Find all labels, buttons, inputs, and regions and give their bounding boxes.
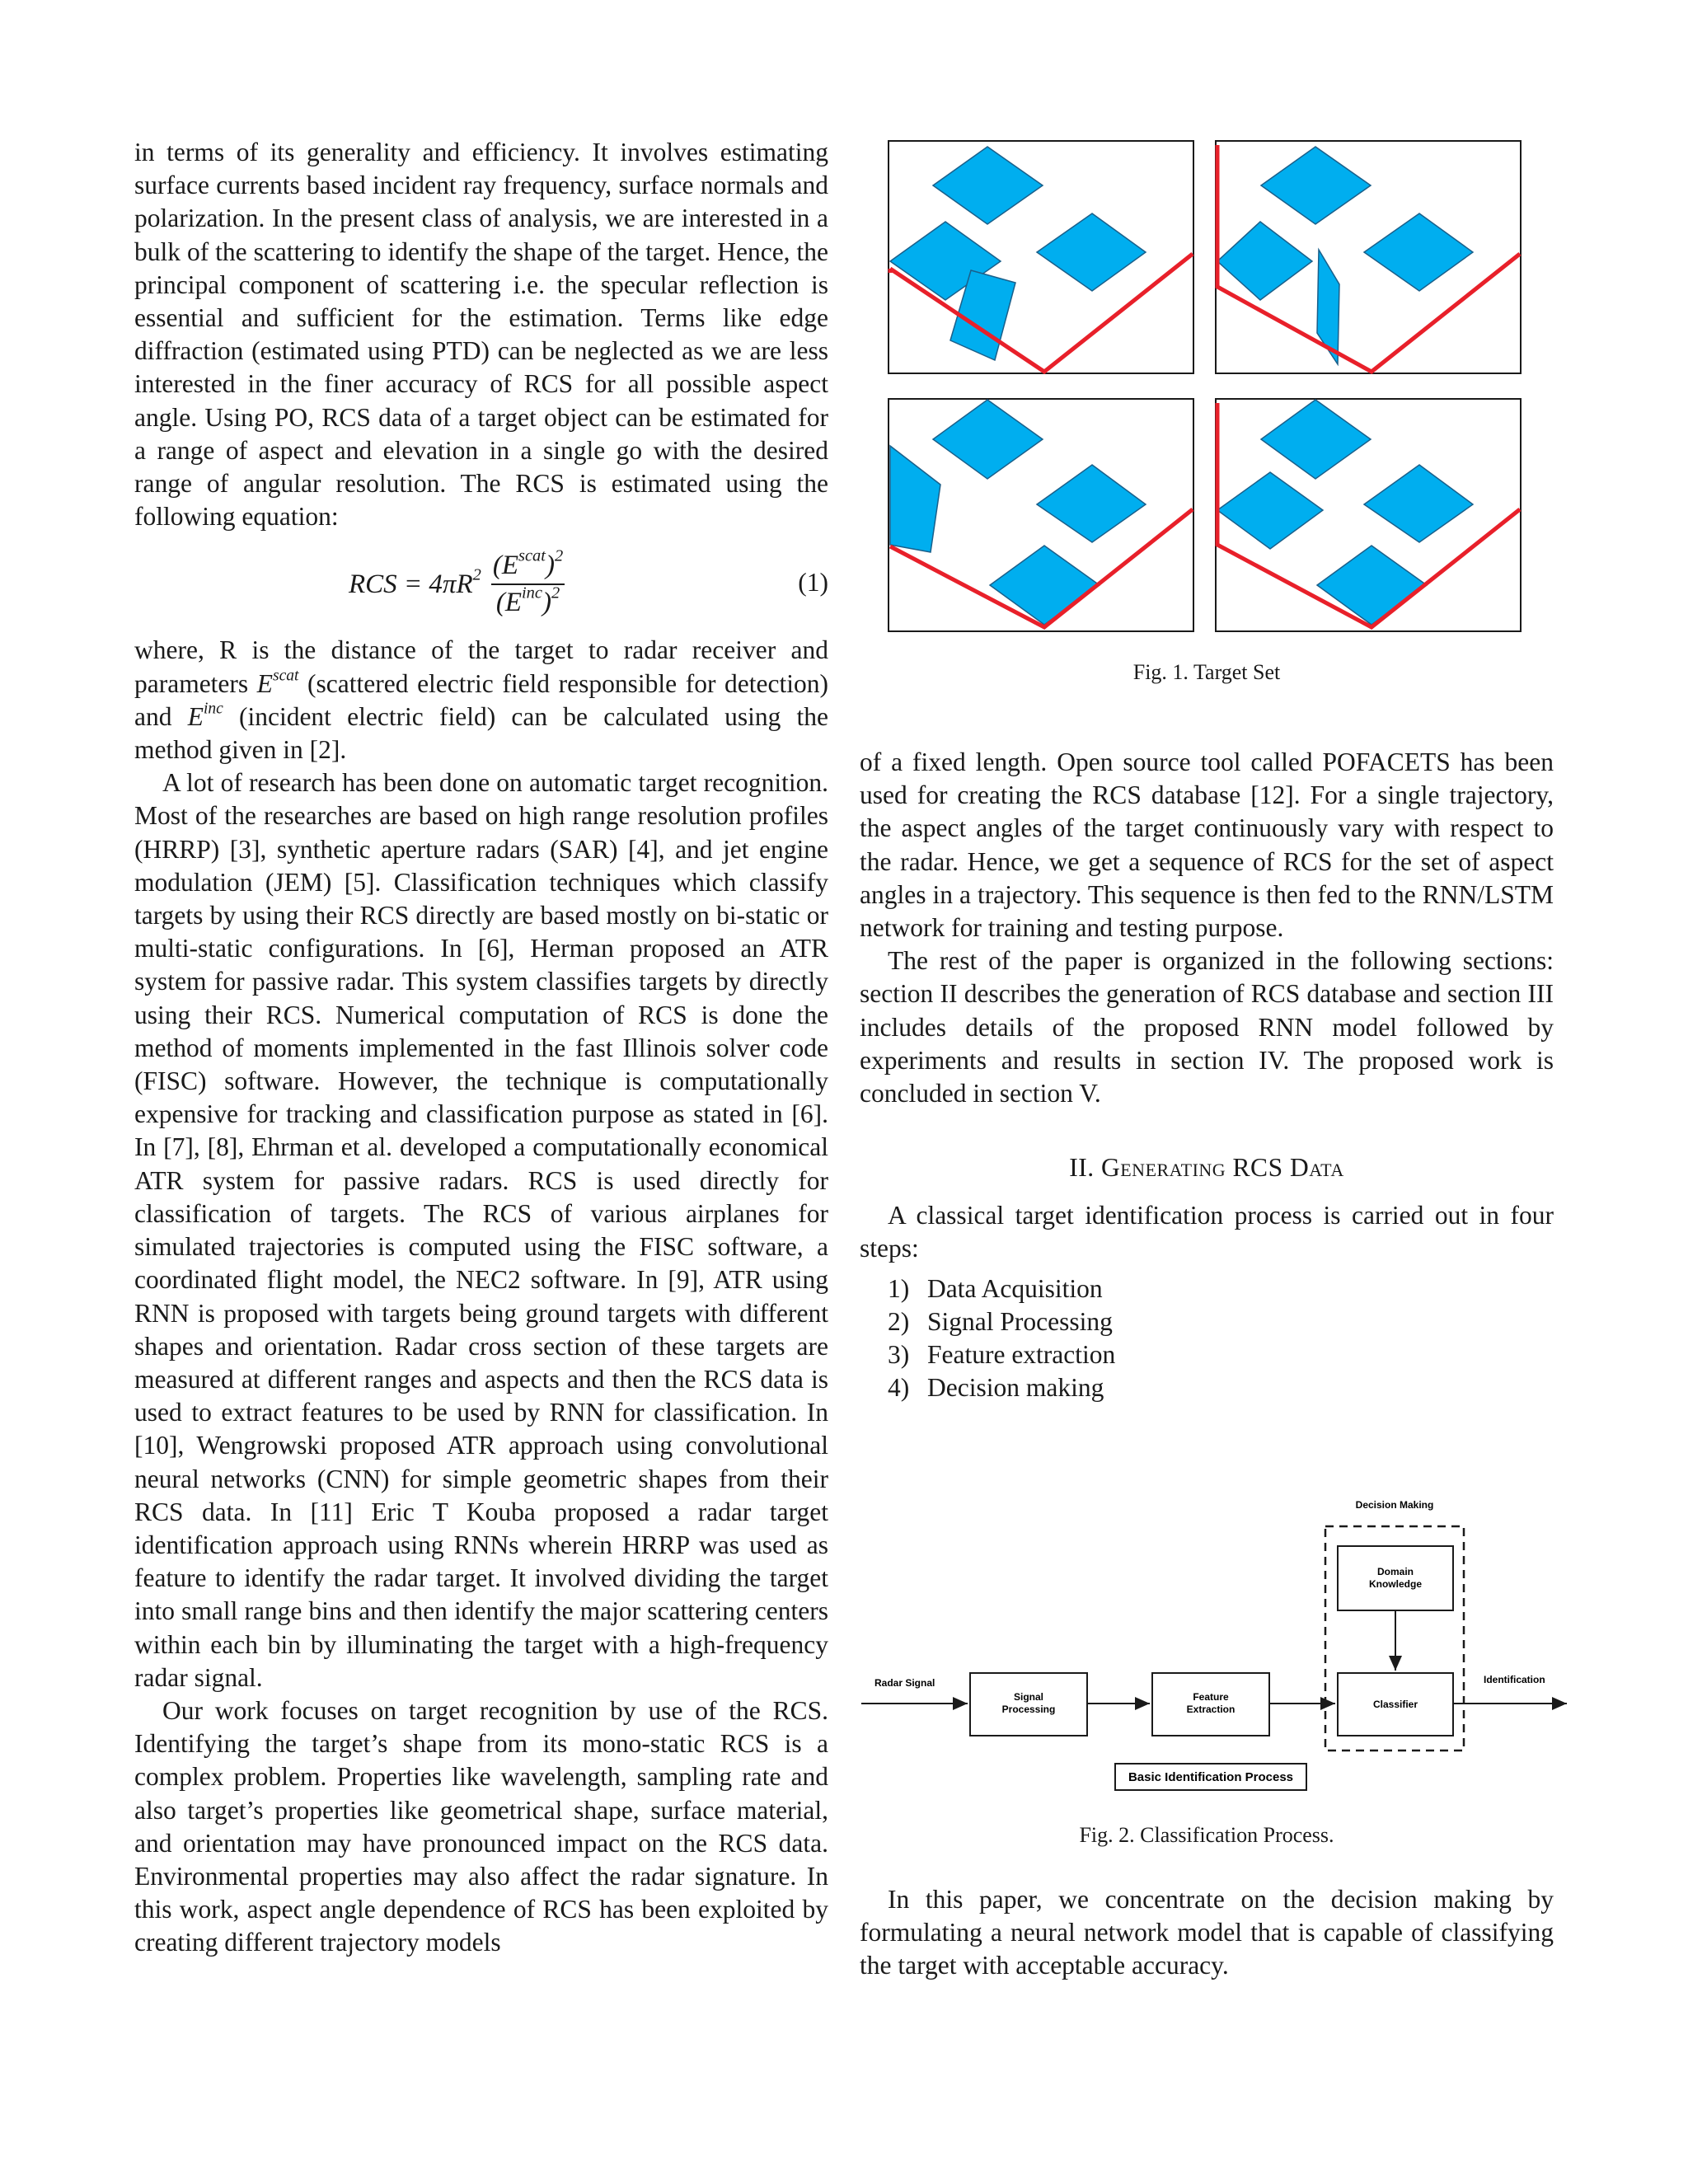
svg-text:Signal: Signal <box>1013 1691 1044 1703</box>
target-panel-4 <box>1216 399 1521 631</box>
list-item: 2) Signal Processing <box>888 1306 1113 1336</box>
equation-number: (1) <box>798 568 828 598</box>
figure-target-set <box>888 138 1524 633</box>
section-heading: II. Generating RCS Data <box>1069 1153 1344 1183</box>
paragraph-pofacets: of a fixed length. Open source tool called POFACETS has been used for creating the RCS database [12]. For a single trajectory, the aspect angles of the target continuously vary with respect to the radar. Hence, we get a sequence of RCS for the set of aspect angles in a trajectory. This sequence is then fed to the RNN/LSTM network for training and testing purpose. <box>860 748 1554 943</box>
svg-text:Extraction: Extraction <box>1186 1704 1236 1715</box>
figure-1-caption: Fig. 1. Target Set <box>1132 660 1281 684</box>
right-column-body <box>860 746 1554 1404</box>
identification-label: Identification <box>1484 1674 1545 1685</box>
figure-2-caption: Fig. 2. Classification Process. <box>1079 1823 1334 1847</box>
svg-text:Processing: Processing <box>1001 1704 1056 1715</box>
equation-denominator: $(E^{inc})^2$ <box>491 583 565 618</box>
svg-text:Classifier: Classifier <box>1372 1699 1418 1710</box>
paragraph-related-work: A lot of research has been done on automatic target recognition. Most of the researches are based on high range resolution profiles (HRRP) [3], synthetic aperture radars (SAR) [4], and jet engine modulation (JEM) [5]. Classification techniques which classify targets by using their RCS directly are based mostly on bi-static or multi-static configurations. In [6], Herman proposed an ATR system for passive radar. This system classifies targets by directly using their RCS. Numerical computation of RCS is done the method of moments implemented in the fast Illinois solver code (FISC) software. However, the technique is computationally expensive for tracking and classification purpose as stated in [6]. In [7], [8], Ehrman et al. developed a computationally economical ATR system for passive radars. RCS is used directly for classification of targets. The RCS of various airplanes for simulated trajectories is computed using the FISC software, a coordinated flight model, the NEC2 software. In [9], ATR using RNN is proposed with targets being ground targets with different shapes and orientation. Radar cross section of these targets are measured at different ranges and aspects and then the RCS data is used to extract features to be used by RNN for classification. In [10], Wengrowski proposed ATR approach using convolutional neural networks (CNN) for simple geometric shapes from their RCS data. In [11] Eric T Kouba proposed a radar target identification approach using RNNs wherein HRRP was used as feature to identify the radar target. It involved dividing the target into small range bins and then identify the major scattering centers within each bin by illuminating the target with a high-frequency radar signal. <box>134 768 828 1692</box>
target-panel-2 <box>1216 141 1521 373</box>
list-item: 3) Feature extraction <box>888 1340 1116 1370</box>
radar-signal-label: Radar Signal <box>874 1677 935 1689</box>
equation-lhs: RCS = $4\pi R^2$ <box>349 565 481 599</box>
paragraph-our-work: Our work focuses on target recognition by use of the RCS. Identifying the target’s shape from its mono-static RCS is a complex problem. Properties like wavelength, sampling rate and also target’s properties like geometrical shape, surface material, and orientation may have pronounced impact on the RCS data. Environmental properties may also affect the radar signature. In this work, aspect angle dependence of RCS has been exploited by creating different trajectory models <box>134 1695 828 1957</box>
paragraph-four-steps: A classical target identification process is carried out in four steps: <box>860 1201 1554 1263</box>
svg-text:Basic Identification Process: Basic Identification Process <box>1128 1770 1294 1784</box>
steps-list <box>860 1272 1554 1405</box>
target-panel-1 <box>889 141 1193 373</box>
target-panel-3 <box>889 399 1193 631</box>
paragraph-decision-making: In this paper, we concentrate on the decision making by formulating a neural network model that is capable of classifying the target with acceptable accuracy. <box>860 1885 1554 1980</box>
svg-text:Domain: Domain <box>1376 1566 1414 1577</box>
equation-numerator: $(E^{scat})^2$ <box>492 547 564 581</box>
list-item: 1) Data Acquisition <box>888 1273 1103 1303</box>
paragraph-po-method: in terms of its generality and efficiency. It involves estimating surface currents based incident ray frequency, surface normals and polarization. In the present class of analysis, we are interested in a bulk of the scattering to identify the shape of the target. Hence, the principal component of scattering i.e. the specular reflection is essential and sufficient for the estimation. Terms like edge diffraction (estimated using PTD) can be neglected as we are less interested in the finer accuracy of RCS for all possible aspect angle. Using PO, RCS data of a target object can be estimated for a range of aspect and elevation in a single go with the desired range of angular resolution. The RCS is estimated using the following equation: <box>134 138 828 532</box>
paragraph-organization: The rest of the paper is organized in the following sections: section II describes the generation of RCS database and section III includes details of the proposed RNN model followed by experiments and results in section IV. The proposed work is concluded in section V. <box>860 946 1554 1108</box>
left-column <box>134 136 828 1960</box>
equation-rcs <box>134 538 828 630</box>
list-item: 4) Decision making <box>888 1373 1104 1403</box>
svg-text:Feature: Feature <box>1193 1691 1229 1703</box>
equation-fraction <box>488 547 568 618</box>
paragraph-where: where, R is the distance of the target to radar receiver and parameters $E^{scat}$ (scattered electric field responsible for detection) and $E^{inc}$ (incident electric field) can be calculated using the method given in [2]. <box>134 635 828 765</box>
figure-classification-process <box>860 1492 1570 1813</box>
decision-making-label: Decision Making <box>1355 1499 1434 1511</box>
svg-text:Knowledge: Knowledge <box>1368 1578 1423 1590</box>
